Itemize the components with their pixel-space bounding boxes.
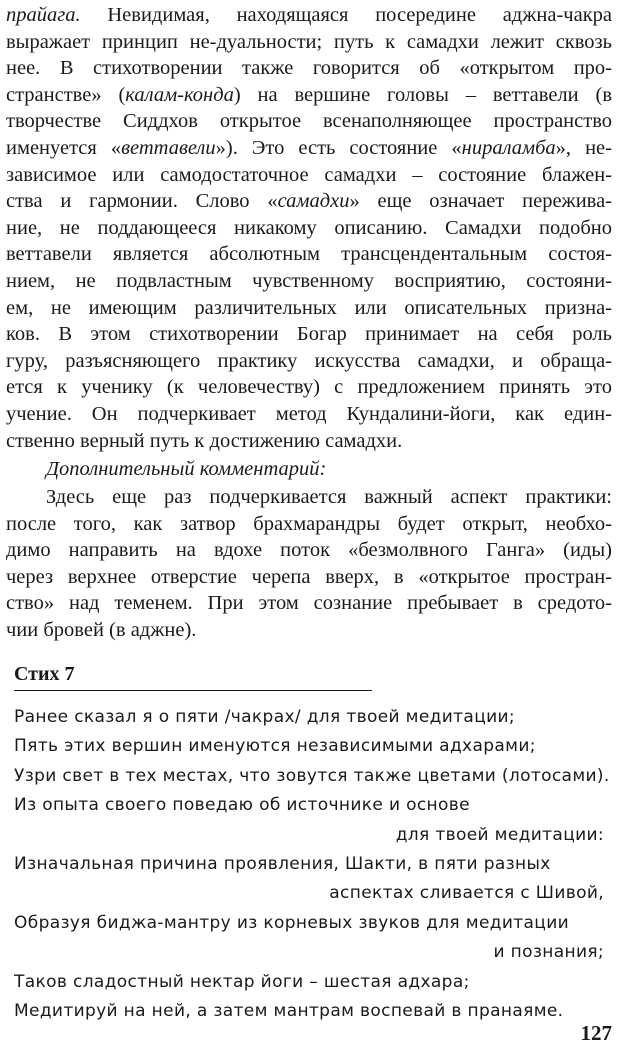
verse-line: для твоей медитации: — [395, 824, 604, 845]
text-line: чии бровей (в аджне). — [6, 618, 197, 641]
text-line: именуется «веттавели»). Это есть состояние «нираламба», не- — [6, 136, 612, 159]
text-line: учение. Он подчеркивает метод Кундалини-йоги, как един- — [6, 402, 612, 425]
verse-line: и познания; — [493, 942, 604, 963]
text-line: ется к ученику (к человечеству) с предложением принять это — [6, 376, 612, 399]
page-number: 127 — [580, 1021, 612, 1045]
text-line: нием, не подвластным чувственному восприятию, состояни- — [6, 269, 612, 292]
verse-text — [14, 703, 614, 1026]
text-line: ем, не имеющим различительных или описательных призна- — [6, 296, 612, 319]
text-line: Здесь еще раз подчеркивается важный аспект практики: — [46, 486, 612, 508]
verse-line: Ранее сказал я о пяти /чакрах/ для твоей медитации; — [14, 707, 515, 727]
text-line: творчестве Сиддхов открытое всенаполняющее пространство — [6, 110, 612, 133]
verse-line: Таков сладостный нектар йоги – шестая адхара; — [14, 971, 470, 992]
verse-line: Из опыта своего поведаю об источнике и основе — [14, 795, 470, 816]
text-line: после того, как затвор брахмарандры будет открыт, необхо- — [6, 512, 612, 535]
verse-line: Изначальная причина проявления, Шакти, в пяти разных — [14, 854, 551, 875]
verse-heading: Стих 7 — [14, 663, 372, 691]
text-line: выражает принцип не-дуальности; путь к самадхи лежит сквозь — [6, 30, 612, 53]
text-line: ков. В этом стихотворении Богар принимает на себя роль — [6, 323, 612, 346]
verse-line: Образуя биджа-мантру из корневых звуков для медитации — [14, 912, 569, 933]
text-line: прайага. Невидимая, находящаяся посередине аджна-чакра — [6, 4, 612, 26]
text-line: странстве» (калам-конда) на вершине головы – веттавели (в — [6, 83, 613, 106]
text-line: веттавели является абсолютным трансцендентальным состоя- — [6, 243, 612, 266]
verse-line: аспектах сливается с Шивой, — [329, 883, 604, 904]
text-line: ство» над теменем. При этом сознание пребывает в средото- — [6, 592, 612, 615]
text-line: димо направить на вдохе поток «безмолвного Ганга» (иды) — [6, 539, 612, 562]
text-line: нее. В стихотворении также говорится об «открытом про- — [6, 57, 612, 80]
commentary-heading: Дополнительный комментарий: — [46, 458, 327, 480]
verse-line: Медитируй на ней, а затем мантрам воспевай в пранаяме. — [14, 1001, 564, 1022]
commentary-paragraph — [6, 484, 612, 644]
text-line: ства и гармонии. Слово «самадхи» еще означает пережива- — [6, 190, 613, 213]
text-line: ние, не поддающееся никакому описанию. Самадхи подобно — [6, 216, 612, 239]
verse-line: Узри свет в тех местах, что зовутся также цветами (лотосами). — [14, 765, 610, 786]
body-paragraph — [6, 2, 612, 454]
text-line: гуру, разъясняющего практику искусства самадхи, и обраща- — [6, 349, 612, 372]
text-line: ственно верный путь к достижению самадхи. — [6, 429, 403, 452]
text-line: через верхнее отверстие черепа вверх, в «открытое простран- — [6, 565, 612, 588]
verse-line: Пять этих вершин именуются независимыми адхарами; — [14, 736, 536, 757]
text-line: зависимое или самодостаточное самадхи – состояние блажен- — [6, 163, 612, 186]
